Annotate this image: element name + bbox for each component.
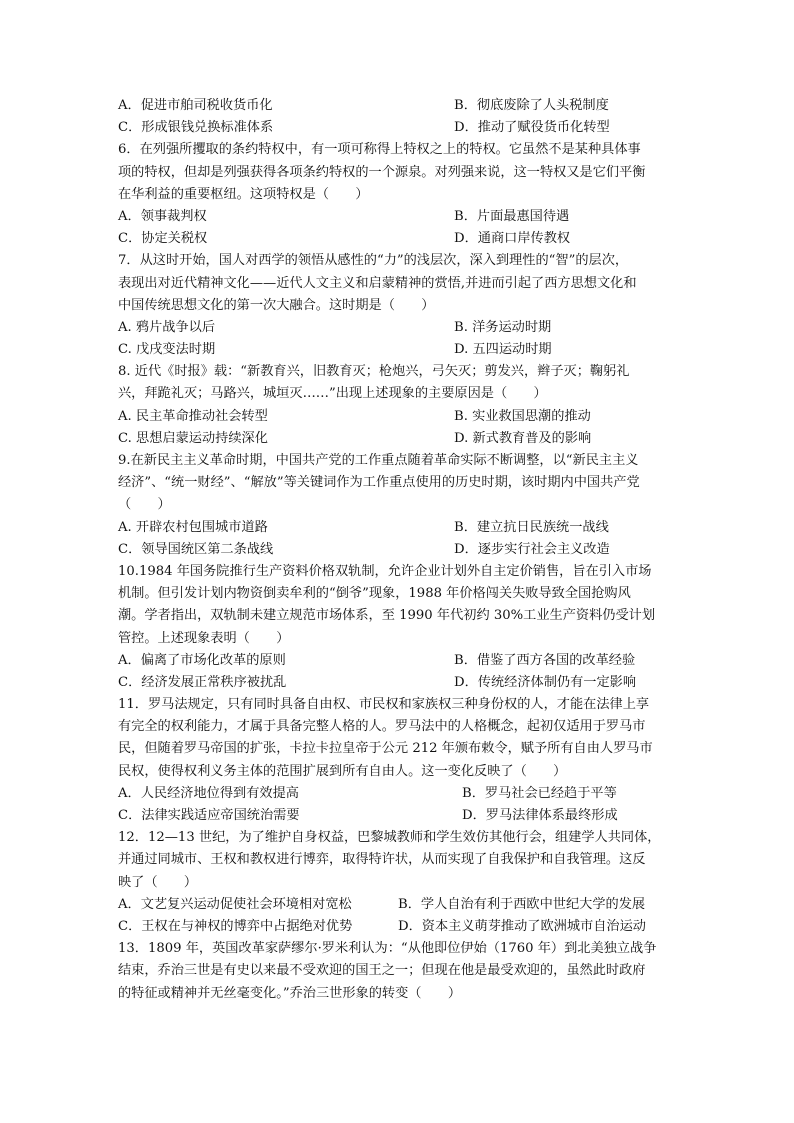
question-13-stem [118, 938, 678, 1005]
q11-options-row-1 [118, 783, 678, 805]
question-10-stem [118, 561, 678, 650]
q7-line-3: 中国传统思想文化的第一次大融合。这时期是（ ） [118, 297, 435, 313]
q12-option-d[interactable]: D．资本主义萌芽推动了欧洲城市自治运动 [398, 918, 646, 934]
q9-options-row-1 [118, 517, 678, 539]
q6-option-b[interactable]: B．片面最惠国待遇 [454, 208, 570, 224]
q10-options-row-2 [118, 672, 678, 694]
q5-option-c[interactable]: C．形成银钱兑换标准体系 [118, 120, 274, 136]
q9-line-3: （ ） [118, 497, 171, 513]
q9-option-b[interactable]: B．建立抗日民族统一战线 [454, 519, 609, 535]
q12-option-b[interactable]: B．学人自治有利于西欧中世纪大学的发展 [398, 896, 646, 912]
q8-options-row-2 [118, 428, 678, 450]
q10-option-b[interactable]: B．借鉴了西方各国的改革经验 [454, 652, 636, 668]
q12-options-row-2 [118, 916, 678, 938]
q13-line-3: 的特征或精神并无丝毫变化。”乔治三世形象的转变（ ） [118, 985, 462, 1001]
q11-option-a[interactable]: A．人民经济地位得到有效提高 [118, 785, 299, 801]
q7-line-1: 7．从这时开始，国人对西学的领悟从感性的“力”的浅层次，深入到理性的“智”的层次， [118, 253, 629, 269]
question-9-stem [118, 450, 678, 517]
q10-line-4: 管控。上述现象表明（ ） [118, 630, 290, 646]
q12-line-1: 12．12—13 世纪，为了维护自身权益，巴黎城教师和学生效仿其他行会，组建学人共同体， [118, 830, 661, 846]
q8-line-1: 8. 近代《时报》载：“新教育兴，旧教育灭；枪炮兴，弓矢灭；剪发兴，辫子灭；鞠躬礼 [118, 364, 630, 380]
q7-options-row-1 [118, 317, 678, 339]
q7-options-row-2 [118, 339, 678, 361]
q11-line-4: 民权，使得权利义务主体的范围扩展到所有自由人。这一变化反映了（ ） [118, 763, 567, 779]
q5-option-a[interactable]: A．促进市舶司税收货币化 [118, 98, 273, 113]
question-11-stem [118, 694, 678, 783]
q13-line-2: 结束，乔治三世是有史以来最不受欢迎的国王之一；但现在他是最受欢迎的，虽然此时政府 [118, 963, 646, 979]
q10-line-1: 10.1984 年国务院推行生产资料价格双轨制，允许企业计划外自主定价销售，旨在引入市场 [118, 563, 652, 579]
q10-line-3: 潮。学者指出，双轨制未建立规范市场体系，至 1990 年代初约 30%工业生产资料仍受计划 [118, 608, 656, 624]
q11-line-2: 有完全的权利能力，才属于具备完整人格的人。罗马法中的人格概念，起初仅适用于罗马市 [118, 719, 646, 735]
q8-option-d[interactable]: D. 新式教育普及的影响 [454, 430, 592, 446]
q10-option-c[interactable]: C．经济发展正常秩序被扰乱 [118, 674, 287, 690]
question-7-stem [118, 250, 678, 317]
q12-option-a[interactable]: A．文艺复兴运动促使社会环境相对宽松 [118, 896, 352, 912]
q6-options-row-2 [118, 228, 678, 250]
q6-option-c[interactable]: C．协定关税权 [118, 231, 208, 247]
q9-option-a[interactable]: A. 开辟农村包围城市道路 [118, 519, 268, 535]
q8-options-row-1 [118, 406, 678, 428]
q8-option-a[interactable]: A. 民主革命推动社会转型 [118, 408, 268, 424]
q5-option-b[interactable]: B．彻底废除了人头税制度 [454, 98, 609, 113]
q10-line-2: 机制。但引发计划内物资倒卖牟利的“倒爷”现象，1988 年价格闯关失败导致全国抢购风 [118, 586, 631, 602]
q5-options-row-1 [118, 95, 678, 117]
q12-line-3: 映了（ ） [118, 874, 198, 890]
q7-option-a[interactable]: A. 鸦片战争以后 [118, 319, 216, 335]
q10-options-row-1 [118, 650, 678, 672]
question-6-stem [118, 139, 678, 206]
q6-option-d[interactable]: D．通商口岸传教权 [454, 231, 571, 247]
q9-line-2: 经济”、“统一财经”、“解放”等关键词作为工作重点使用的历史时期，该时期内中国共产党 [118, 475, 640, 491]
q8-option-b[interactable]: B. 实业救国思潮的推动 [454, 408, 591, 424]
q9-line-1: 9.在新民主主义革命时期，中国共产党的工作重点随着革命实际不断调整，以“新民主主义 [118, 453, 639, 468]
exam-page [118, 95, 678, 1005]
question-12-stem [118, 827, 678, 894]
q12-option-c[interactable]: C．王权在与神权的博弈中占据绝对优势 [118, 918, 353, 934]
q11-line-1: 11．罗马法规定，只有同时具备自由权、市民权和家族权三种身份权的人，才能在法律上享 [118, 697, 650, 713]
q6-option-a[interactable]: A．领事裁判权 [118, 208, 207, 224]
q8-line-2: 兴，拜跪礼灭；马路兴，城垣灭……”出现上述现象的主要原因是（ ） [118, 386, 547, 402]
q6-line-1: 6．在列强所攫取的条约特权中，有一项可称得上特权之上的特权。它虽然不是某种具体事 [118, 142, 641, 158]
q11-option-b[interactable]: B．罗马社会已经趋于平等 [462, 785, 617, 801]
question-8-stem [118, 361, 678, 405]
q5-option-d[interactable]: D．推动了赋役货币化转型 [454, 120, 610, 136]
q9-options-row-2 [118, 539, 678, 561]
q12-options-row-1 [118, 894, 678, 916]
q9-option-c[interactable]: C．领导国统区第二条战线 [118, 541, 274, 557]
q11-options-row-2 [118, 805, 678, 827]
q7-line-2: 表现出对近代精神文化——近代人文主义和启蒙精神的赏悟,并进而引起了西方思想文化和 [118, 275, 637, 291]
q9-option-d[interactable]: D．逐步实行社会主义改造 [454, 541, 610, 557]
q13-line-1: 13．1809 年，英国改革家萨缪尔·罗米利认为：“从他即位伊始（1760 年）到北美独立战争 [118, 941, 657, 957]
q11-option-d[interactable]: D．罗马法律体系最终形成 [462, 808, 618, 823]
q6-options-row-1 [118, 206, 678, 228]
q11-option-c[interactable]: C．法律实践适应帝国统治需要 [118, 808, 300, 823]
q8-option-c[interactable]: C. 思想启蒙运动持续深化 [118, 430, 268, 446]
q11-line-3: 民，但随着罗马帝国的扩张，卡拉卡拉皇帝于公元 212 年颁布敕令，赋予所有自由人罗马市 [118, 741, 653, 757]
q7-option-d[interactable]: D. 五四运动时期 [454, 342, 552, 358]
q5-options-row-2 [118, 117, 678, 139]
q7-option-c[interactable]: C. 戊戌变法时期 [118, 342, 216, 358]
q7-option-b[interactable]: B. 洋务运动时期 [454, 319, 552, 335]
q6-line-2: 项的特权，但却是列强获得各项条约特权的一个源泉。对列强来说，这一特权又是它们平衡 [118, 164, 646, 180]
q12-line-2: 并通过同城市、王权和教权进行博弈，取得特许状，从而实现了自我保护和自我管理。这反 [118, 852, 646, 868]
q6-line-3: 在华利益的重要枢纽。这项特权是（ ） [118, 186, 369, 202]
q10-option-d[interactable]: D．传统经济体制仍有一定影响 [454, 674, 637, 690]
q10-option-a[interactable]: A．偏离了市场化改革的原则 [118, 652, 286, 668]
